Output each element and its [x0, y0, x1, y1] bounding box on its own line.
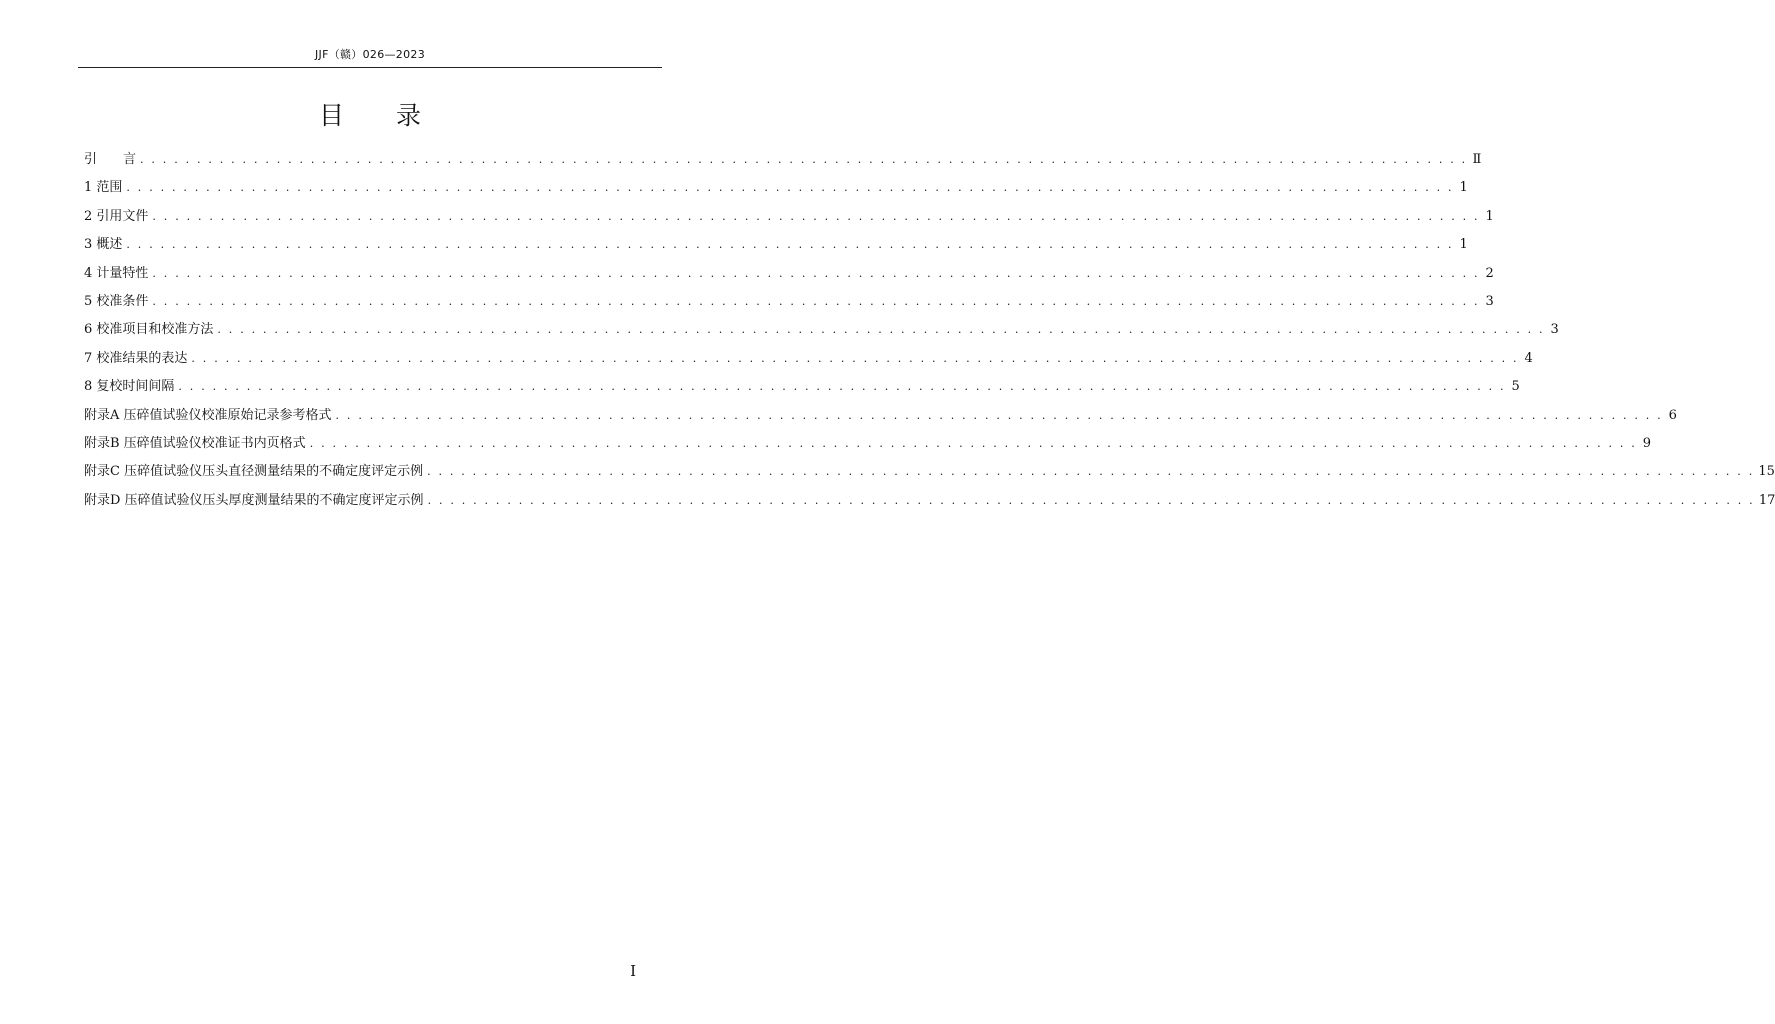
toc-leader-dots: . . . . . . . . . . . . . . . . . . . . . . . . . . . . . . . . . . . . . . . . . . . . . . . . . . . . . . . . . . . . . . . . . . . . . . . . . . . . . . . . . . . . . . . . . . . . . . . . . . . . . . . . . . . . . . . . . . . . . — [140, 153, 1468, 166]
toc-entry-page: 2 — [1485, 265, 1494, 281]
toc-entry[interactable] — [84, 233, 1468, 261]
toc-entry-label: 引 言 — [84, 152, 137, 167]
toc-entry-page: 3 — [1485, 293, 1494, 309]
toc-leader-dots: . . . . . . . . . . . . . . . . . . . . . . . . . . . . . . . . . . . . . . . . . . . . . . . . . . . . . . . . . . . . . . . . . . . . . . . . . . . . . . . . . . . . . . . . . . . . . . . . . . . . . . . . . . . . . . . . . . . . . — [178, 380, 1506, 394]
toc-entry-page: 4 — [1524, 350, 1533, 366]
toc-entry-label: 7 校准结果的表达 — [84, 350, 188, 366]
toc-entry-page: 5 — [1511, 379, 1520, 395]
toc-leader-dots: . . . . . . . . . . . . . . . . . . . . . . . . . . . . . . . . . . . . . . . . . . . . . . . . . . . . . . . . . . . . . . . . . . . . . . . . . . . . . . . . . . . . . . . . . . . . . . . . . . . . . . . . . . . . . . . . . . . . . — [191, 351, 1519, 365]
page-header: JJF（赣）026—2023 — [314, 48, 425, 61]
toc-entry-label: 2 引用文件 — [84, 208, 149, 224]
toc-entry[interactable] — [84, 318, 1559, 346]
toc-entry-page: 3 — [1550, 322, 1559, 338]
toc-leader-dots: . . . . . . . . . . . . . . . . . . . . . . . . . . . . . . . . . . . . . . . . . . . . . . . . . . . . . . . . . . . . . . . . . . . . . . . . . . . . . . . . . . . . . . . . . . . . . . . . . . . . . . . . . . . . . . . . . . . . . — [152, 294, 1480, 308]
toc-entry-page: 6 — [1668, 407, 1677, 423]
toc-leader-dots: . . . . . . . . . . . . . . . . . . . . . . . . . . . . . . . . . . . . . . . . . . . . . . . . . . . . . . . . . . . . . . . . . . . . . . . . . . . . . . . . . . . . . . . . . . . . . . . . . . . . . . . . . . . . . . . . . . . . . — [126, 238, 1454, 252]
toc-entry-label: 8 复校时间间隔 — [84, 379, 175, 395]
toc-entry[interactable] — [84, 375, 1520, 403]
toc-entry[interactable] — [84, 205, 1494, 233]
toc-entry[interactable] — [84, 290, 1494, 318]
toc-leader-dots: . . . . . . . . . . . . . . . . . . . . . . . . . . . . . . . . . . . . . . . . . . . . . . . . . . . . . . . . . . . . . . . . . . . . . . . . . . . . . . . . . . . . . . . . . . . . . . . . . . . . . . . . . . . . . . . . . . . . . — [152, 266, 1480, 280]
toc-entry[interactable] — [84, 148, 1482, 176]
toc-leader-dots: . . . . . . . . . . . . . . . . . . . . . . . . . . . . . . . . . . . . . . . . . . . . . . . . . . . . . . . . . . . . . . . . . . . . . . . . . . . . . . . . . . . . . . . . . . . . . . . . . . . . . . . . . . . . . . . . . . . . . — [427, 465, 1755, 479]
toc-entry-page: 15 — [1758, 464, 1775, 480]
toc-entry-page: Ⅱ — [1472, 152, 1482, 167]
toc-entry[interactable] — [84, 432, 1651, 460]
toc-leader-dots: . . . . . . . . . . . . . . . . . . . . . . . . . . . . . . . . . . . . . . . . . . . . . . . . . . . . . . . . . . . . . . . . . . . . . . . . . . . . . . . . . . . . . . . . . . . . . . . . . . . . . . . . . . . . . . . . . . . . . — [427, 493, 1755, 507]
toc-entry-label: 4 计量特性 — [84, 265, 149, 281]
toc-entry-page: 9 — [1642, 435, 1651, 451]
toc-entry-page: 17 — [1758, 492, 1775, 508]
toc-leader-dots: . . . . . . . . . . . . . . . . . . . . . . . . . . . . . . . . . . . . . . . . . . . . . . . . . . . . . . . . . . . . . . . . . . . . . . . . . . . . . . . . . . . . . . . . . . . . . . . . . . . . . . . . . . . . . . . . . . . . . — [335, 408, 1663, 422]
toc-entry[interactable] — [84, 347, 1533, 375]
toc-entry-page: 1 — [1459, 237, 1468, 253]
toc-leader-dots: . . . . . . . . . . . . . . . . . . . . . . . . . . . . . . . . . . . . . . . . . . . . . . . . . . . . . . . . . . . . . . . . . . . . . . . . . . . . . . . . . . . . . . . . . . . . . . . . . . . . . . . . . . . . . . . . . . . . . — [309, 436, 1637, 450]
toc-entry-label: 附录B 压碎值试验仪校准证书内页格式 — [84, 435, 306, 451]
toc-entry[interactable] — [84, 460, 1775, 488]
toc-entry[interactable] — [84, 489, 1775, 517]
toc-entry-label: 附录C 压碎值试验仪压头直径测量结果的不确定度评定示例 — [84, 464, 424, 480]
toc-entry-label: 附录A 压碎值试验仪校准原始记录参考格式 — [84, 407, 332, 423]
page-title: 目 录 — [319, 101, 443, 130]
toc-entry-label: 附录D 压碎值试验仪压头厚度测量结果的不确定度评定示例 — [84, 492, 424, 508]
toc-entry-label: 3 概述 — [84, 237, 123, 253]
header-rule — [78, 67, 662, 68]
toc-entry-page: 1 — [1459, 180, 1468, 196]
toc-entry-label: 1 范围 — [84, 180, 123, 196]
page-number: I — [630, 962, 636, 980]
table-of-contents — [84, 148, 1775, 517]
toc-entry[interactable] — [84, 262, 1494, 290]
toc-entry-page: 1 — [1485, 208, 1494, 224]
toc-entry[interactable] — [84, 176, 1468, 204]
toc-leader-dots: . . . . . . . . . . . . . . . . . . . . . . . . . . . . . . . . . . . . . . . . . . . . . . . . . . . . . . . . . . . . . . . . . . . . . . . . . . . . . . . . . . . . . . . . . . . . . . . . . . . . . . . . . . . . . . . . . . . . . — [217, 323, 1545, 337]
toc-entry[interactable] — [84, 404, 1677, 432]
toc-entry-label: 5 校准条件 — [84, 293, 149, 309]
toc-leader-dots: . . . . . . . . . . . . . . . . . . . . . . . . . . . . . . . . . . . . . . . . . . . . . . . . . . . . . . . . . . . . . . . . . . . . . . . . . . . . . . . . . . . . . . . . . . . . . . . . . . . . . . . . . . . . . . . . . . . . . — [126, 181, 1454, 195]
toc-entry-label: 6 校准项目和校准方法 — [84, 322, 214, 338]
toc-leader-dots: . . . . . . . . . . . . . . . . . . . . . . . . . . . . . . . . . . . . . . . . . . . . . . . . . . . . . . . . . . . . . . . . . . . . . . . . . . . . . . . . . . . . . . . . . . . . . . . . . . . . . . . . . . . . . . . . . . . . . — [152, 209, 1480, 223]
